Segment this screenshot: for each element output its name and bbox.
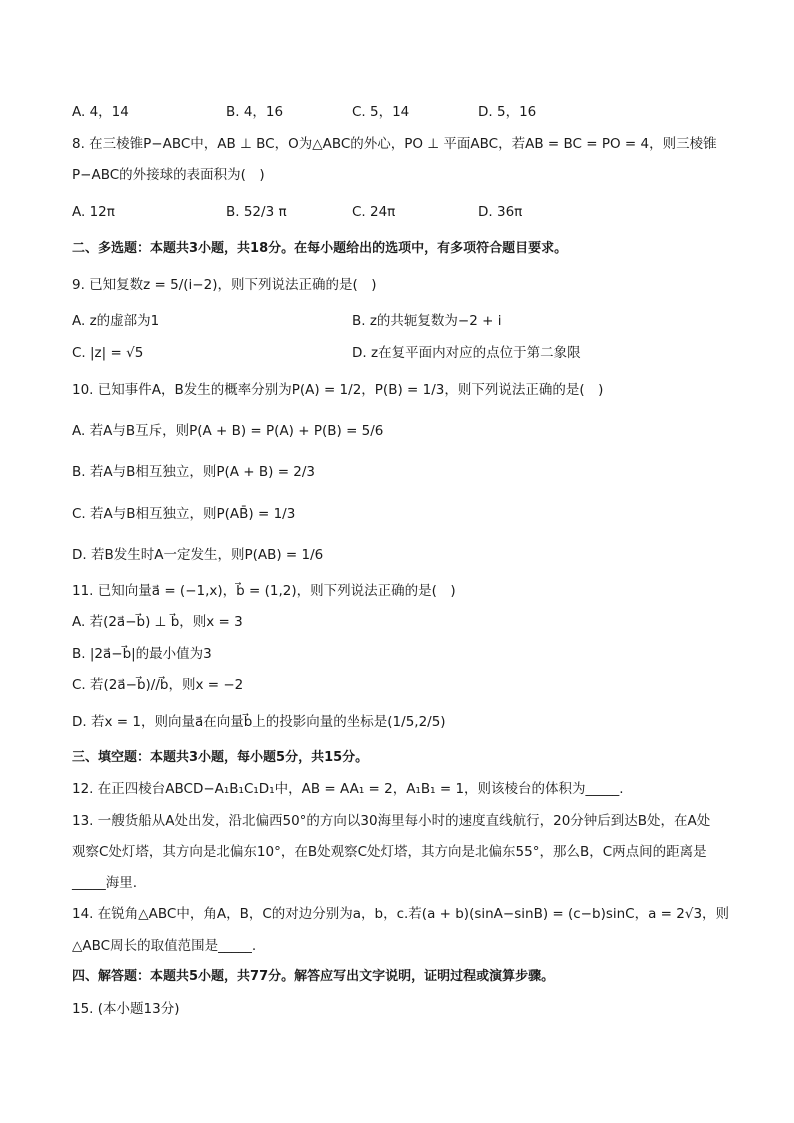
q14-stem-line2: △ABC周长的取值范围是_____. bbox=[72, 938, 257, 954]
q11-option-d: D. 若x = 1，则向量a⃗在向量b⃗上的投影向量的坐标是(1/5,2/5) bbox=[72, 714, 446, 730]
q11-option-a: A. 若(2a⃗−b⃗) ⊥ b⃗，则x = 3 bbox=[72, 614, 243, 630]
q10-option-c: C. 若A与B相互独立，则P(AB̄) = 1/3 bbox=[72, 506, 296, 522]
section-heading-solutions: 四、解答题：本题共5小题，共77分。解答应写出文字说明，证明过程或演算步骤。 bbox=[72, 969, 555, 984]
q8-stem-line2: P−ABC的外接球的表面积为( ) bbox=[72, 167, 265, 183]
q9-option-c: C. |z| = √5 bbox=[72, 345, 144, 361]
section-heading-multiple-choice: 二、多选题：本题共3小题，共18分。在每小题给出的选项中，有多项符合题目要求。 bbox=[72, 241, 568, 256]
q10-option-a: A. 若A与B互斥，则P(A + B) = P(A) + P(B) = 5/6 bbox=[72, 423, 384, 439]
q10-stem: 10. 已知事件A，B发生的概率分别为P(A) = 1/2，P(B) = 1/3，则下列说法正确的是( ) bbox=[72, 382, 604, 398]
q8-option-b: B. 52/3 π bbox=[226, 204, 287, 220]
q8-option-c: C. 24π bbox=[352, 204, 396, 220]
q11-stem: 11. 已知向量a⃗ = (−1,x)，b⃗ = (1,2)，则下列说法正确的是( ) bbox=[72, 583, 456, 599]
q12-stem: 12. 在正四棱台ABCD−A₁B₁C₁D₁中，AB = AA₁ = 2，A₁B₁ = 1，则该棱台的体积为_____. bbox=[72, 781, 624, 797]
q8-stem-line1: 8. 在三棱锥P−ABC中，AB ⊥ BC，O为△ABC的外心，PO ⊥ 平面ABC，若AB = BC = PO = 4，则三棱锥 bbox=[72, 136, 717, 152]
q14-stem-line1: 14. 在锐角△ABC中，角A，B，C的对边分别为a，b，c.若(a + b)(sinA−sinB) = (c−b)sinC，a = 2√3，则 bbox=[72, 906, 730, 922]
q13-stem-line2: 观察C处灯塔，其方向是北偏东10°，在B处观察C处灯塔，其方向是北偏东55°，那么B，C两点间的距离是 bbox=[72, 844, 707, 860]
q7-option-c: C. 5，14 bbox=[352, 104, 410, 120]
q9-stem: 9. 已知复数z = 5/(i−2)，则下列说法正确的是( ) bbox=[72, 277, 377, 293]
q8-option-a: A. 12π bbox=[72, 204, 115, 220]
q8-option-d: D. 36π bbox=[478, 204, 523, 220]
q10-option-d: D. 若B发生时A一定发生，则P(AB) = 1/6 bbox=[72, 547, 324, 563]
q9-option-b: B. z的共轭复数为−2 + i bbox=[352, 313, 502, 329]
section-heading-fill-in: 三、填空题：本题共3小题，每小题5分，共15分。 bbox=[72, 750, 369, 765]
q7-option-b: B. 4，16 bbox=[226, 104, 284, 120]
q9-option-a: A. z的虚部为1 bbox=[72, 313, 160, 329]
q11-option-c: C. 若(2a⃗−b⃗)//b⃗，则x = −2 bbox=[72, 677, 244, 693]
q15-heading: 15. (本小题13分) bbox=[72, 1001, 180, 1017]
q13-stem-line1: 13. 一艘货船从A处出发，沿北偏西50°的方向以30海里每小时的速度直线航行，20分钟后到达B处，在A处 bbox=[72, 813, 711, 829]
q13-stem-line3: _____海里. bbox=[72, 875, 138, 891]
q9-option-d: D. z在复平面内对应的点位于第二象限 bbox=[352, 345, 581, 361]
q11-option-b: B. |2a⃗−b⃗|的最小值为3 bbox=[72, 646, 212, 662]
q7-option-d: D. 5，16 bbox=[478, 104, 537, 120]
q10-option-b: B. 若A与B相互独立，则P(A + B) = 2/3 bbox=[72, 464, 316, 480]
q7-option-a: A. 4，14 bbox=[72, 104, 129, 120]
